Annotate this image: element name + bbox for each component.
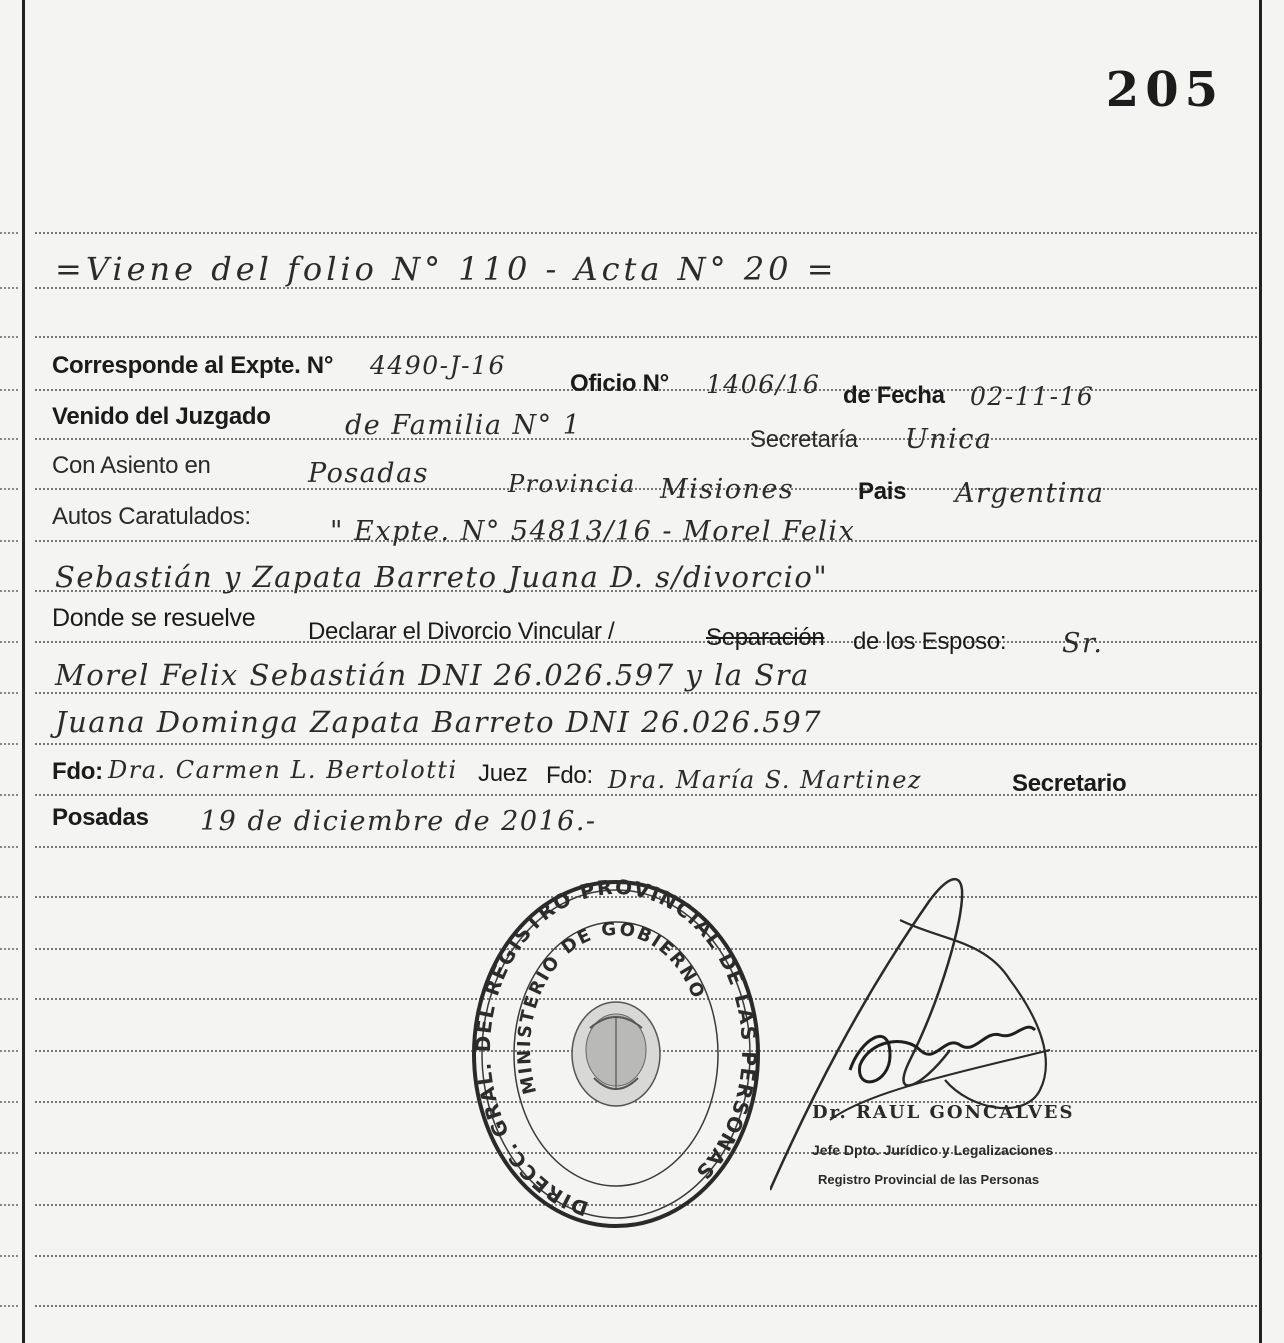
juzgado-value: de Familia N° 1: [345, 410, 582, 441]
juez-name: Dra. Carmen L. Bertolotti: [108, 756, 458, 784]
asiento-city: Posadas: [308, 458, 430, 489]
pais-value: Argentina: [955, 478, 1105, 509]
juez-label: Juez: [478, 760, 528, 787]
juzgado-label: Venido del Juzgado: [52, 403, 271, 430]
declarar-text: Declarar el Divorcio Vincular /: [308, 618, 615, 645]
expte-value: 4490-J-16: [370, 351, 506, 380]
esposos-label: de los Esposo:: [853, 628, 1007, 655]
expte-label: Corresponde al Expte. N°: [52, 352, 334, 379]
fecha-label: de Fecha: [843, 382, 945, 409]
autos-line1: " Expte. N° 54813/16 - Morel Felix: [330, 516, 856, 547]
fdo2-label: Fdo:: [546, 762, 593, 789]
official-seal: [470, 878, 762, 1230]
esposos-line2: Juana Dominga Zapata Barreto DNI 26.026.597: [55, 705, 823, 739]
lugar-label: Posadas: [52, 804, 149, 831]
provincia-label: Provincia: [508, 470, 636, 498]
secretaria-value: Unica: [905, 424, 993, 455]
asiento-label: Con Asiento en: [52, 452, 211, 479]
secretario-name: Dra. María S. Martinez: [608, 766, 923, 794]
pais-label: Pais: [858, 478, 907, 505]
separacion-struck: Separación: [706, 624, 825, 651]
seal-outer-text: DIRECC. GRAL. DEL REGISTRO PROVINCIAL DE LAS PERSONAS: [470, 878, 762, 1221]
secretario-label: Secretario: [1012, 770, 1127, 797]
oficio-label: Oficio N°: [570, 370, 669, 397]
signer-position: Jefe Dpto. Jurídico y Legalizaciones: [812, 1142, 1054, 1158]
signer-institution: Registro Provincial de las Personas: [818, 1172, 1040, 1187]
header-note: =Viene del folio N° 110 - Acta N° 20 =: [55, 250, 838, 288]
autos-line2: Sebastián y Zapata Barreto Juana D. s/divorcio": [55, 560, 829, 594]
autos-label: Autos Caratulados:: [52, 503, 251, 530]
esposos-line1: Morel Felix Sebastián DNI 26.026.597 y la Sra: [55, 658, 810, 692]
signer-name: Dr. RAUL GONCALVES: [812, 1102, 1075, 1123]
handwritten-signature: [770, 860, 1070, 1220]
left-margin-rule: [22, 0, 25, 1343]
secretaria-label: Secretaría: [750, 426, 858, 453]
right-margin-rule: [1259, 0, 1262, 1343]
seal-inner-text: MINISTERIO DE GOBIERNO: [513, 918, 710, 1097]
fecha-final: 19 de diciembre de 2016.-: [200, 806, 597, 837]
page-number: 205: [1105, 62, 1224, 118]
fecha-value: 02-11-16: [970, 382, 1095, 411]
fdo-label: Fdo:: [52, 758, 103, 785]
seal-emblem: [572, 1002, 660, 1106]
provincia-value: Misiones: [660, 474, 795, 505]
donde-label: Donde se resuelve: [52, 604, 256, 632]
esposos-sr: Sr.: [1062, 628, 1104, 659]
oficio-value: 1406/16: [706, 370, 821, 399]
